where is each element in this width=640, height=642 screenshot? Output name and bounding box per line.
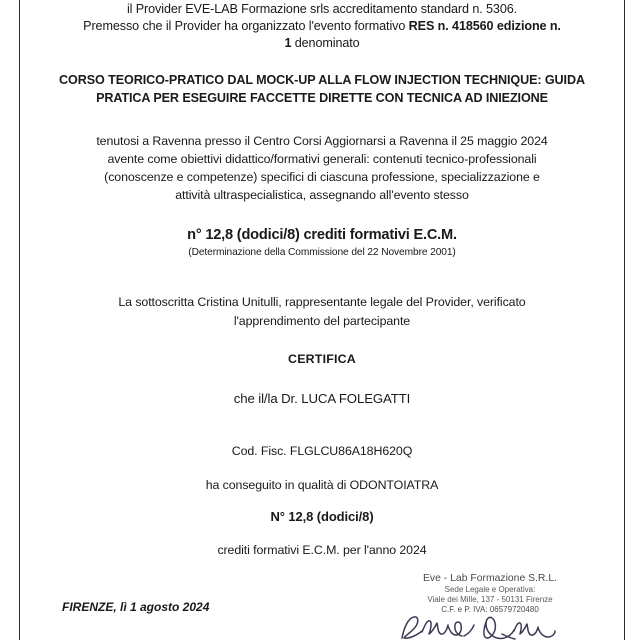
intro-paragraph <box>38 0 606 52</box>
stamp-address: Viale dei Mille, 137 - 50131 Firenze <box>427 595 553 605</box>
credits-count: N° 12,8 (dodici/8) <box>270 509 374 525</box>
stamp-vat-number: C.F. e P. IVA: 06579720480 <box>441 604 539 614</box>
place-and-date: FIRENZE, lì 1 agosto 2024 <box>62 600 210 615</box>
certificate-content <box>20 0 624 614</box>
stamp-office-label: Sede Legale e Operativa: <box>444 585 536 595</box>
recipient-role: ha conseguito in qualità di ODONTOIATRA <box>205 478 439 493</box>
course-title-line-1: CORSO TEORICO-PRATICO DAL MOCK-UP ALLA FLOW INJECTION TECHNIQUE: GUIDA <box>59 73 585 87</box>
edition-number: 1 <box>284 36 292 50</box>
handwritten-signature-icon <box>398 612 558 642</box>
event-details-line-3: (conoscenze e competenze) specifici di ciascuna professione, specializzazione e <box>104 169 540 184</box>
declaration-paragraph <box>38 293 606 329</box>
event-details-line-1: tenutosi a Ravenna presso il Centro Corsi Aggiornarsi a Ravenna il 25 maggio 2024 <box>96 133 548 148</box>
event-details-line-2: avente come obiettivi didattico/formativi generali: contenuti tecnico-professionali <box>107 151 537 166</box>
course-title <box>38 72 606 108</box>
declaration-line-2: l'apprendimento del partecipante <box>233 313 411 328</box>
certifies-heading: CERTIFICA <box>288 351 356 366</box>
course-title-line-2: PRATICA PER ESEGUIRE FACCETTE DIRETTE CON TECNICA AD INIEZIONE <box>96 90 548 105</box>
intro-line-3-suffix: denominato <box>291 36 360 50</box>
declaration-line-1: La sottoscritta Cristina Unitulli, rappresentante legale del Provider, verificato <box>118 295 526 310</box>
event-code: RES n. 418560 edizione n. <box>408 19 561 33</box>
intro-line-1: il Provider EVE-LAB Formazione srls accreditamento standard n. 5306. <box>126 2 518 16</box>
event-details-paragraph <box>38 132 606 204</box>
recipient-fiscal-code: Cod. Fisc. FLGLCU86A18H620Q <box>231 443 413 458</box>
credits-reference: (Determinazione della Commissione del 22 Novembre 2001) <box>188 247 456 259</box>
credits-awarded: n° 12,8 (dodici/8) crediti formativi E.C.M. <box>187 227 457 244</box>
intro-line-2-prefix: Premesso che il Provider ha organizzato l'evento formativo <box>83 19 409 33</box>
page-right-border <box>624 0 625 640</box>
recipient-name: che il/la Dr. LUCA FOLEGATTI <box>233 390 411 406</box>
event-details-line-4: attività ultraspecialistica, assegnando all'evento stesso <box>175 188 469 203</box>
stamp-company-name: Eve - Lab Formazione S.R.L. <box>423 573 557 584</box>
company-stamp <box>370 573 610 615</box>
credits-year: crediti formativi E.C.M. per l'anno 2024 <box>217 543 427 558</box>
